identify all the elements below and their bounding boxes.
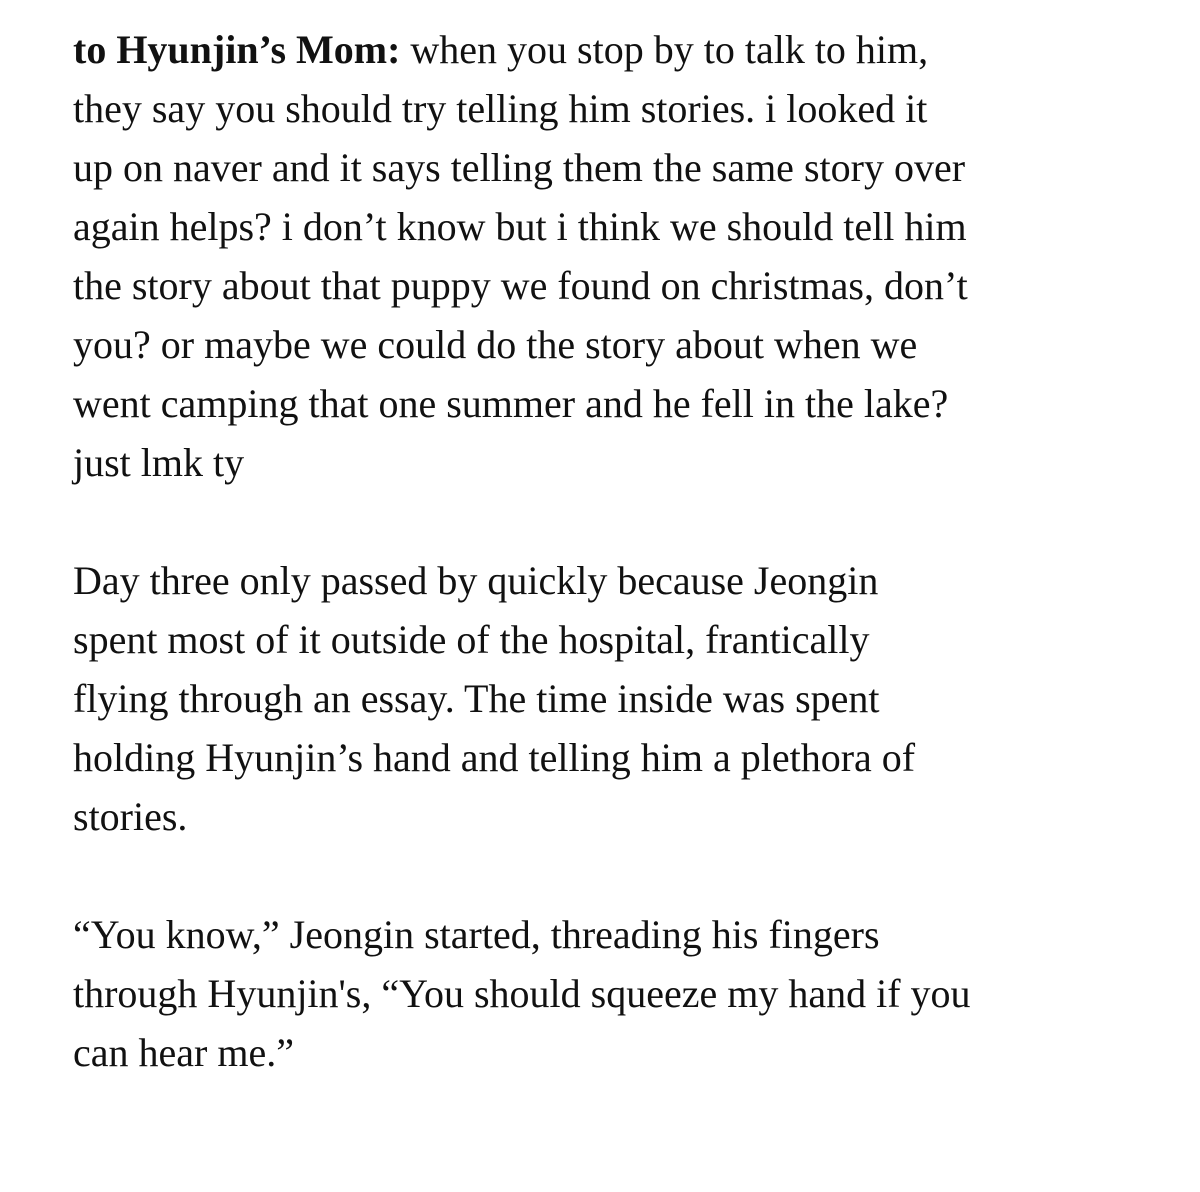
text-line: through Hyunjin's, “You should squeeze my hand if you (73, 971, 971, 1016)
text-line: spent most of it outside of the hospital, frantically (73, 617, 870, 662)
text-line: Day three only passed by quickly because Jeongin (73, 558, 879, 603)
text-line: they say you should try telling him stories. i looked it (73, 86, 928, 131)
text-line: again helps? i don’t know but i think we should tell him (73, 204, 967, 249)
text-line: can hear me.” (73, 1030, 294, 1075)
text-line: stories. (73, 794, 188, 839)
text-line: just lmk ty (73, 440, 245, 485)
paragraph-dialogue (73, 905, 1163, 1082)
text-line: “You know,” Jeongin started, threading his fingers (73, 912, 880, 957)
text-line-content: when you stop by to talk to him, (400, 27, 929, 72)
paragraph-note-to-mom (73, 20, 1163, 492)
text-line: holding Hyunjin’s hand and telling him a plethora of (73, 735, 916, 780)
text-line: flying through an essay. The time inside was spent (73, 676, 880, 721)
addressee-label: to Hyunjin’s Mom: (73, 27, 401, 72)
document-page (73, 20, 1163, 1141)
text-line (73, 20, 1163, 79)
text-line: went camping that one summer and he fell in the lake? (73, 381, 949, 426)
text-line: the story about that puppy we found on christmas, don’t (73, 263, 968, 308)
paragraph-day-three (73, 551, 1163, 846)
text-line: you? or maybe we could do the story about when we (73, 322, 918, 367)
text-line: up on naver and it says telling them the same story over (73, 145, 966, 190)
